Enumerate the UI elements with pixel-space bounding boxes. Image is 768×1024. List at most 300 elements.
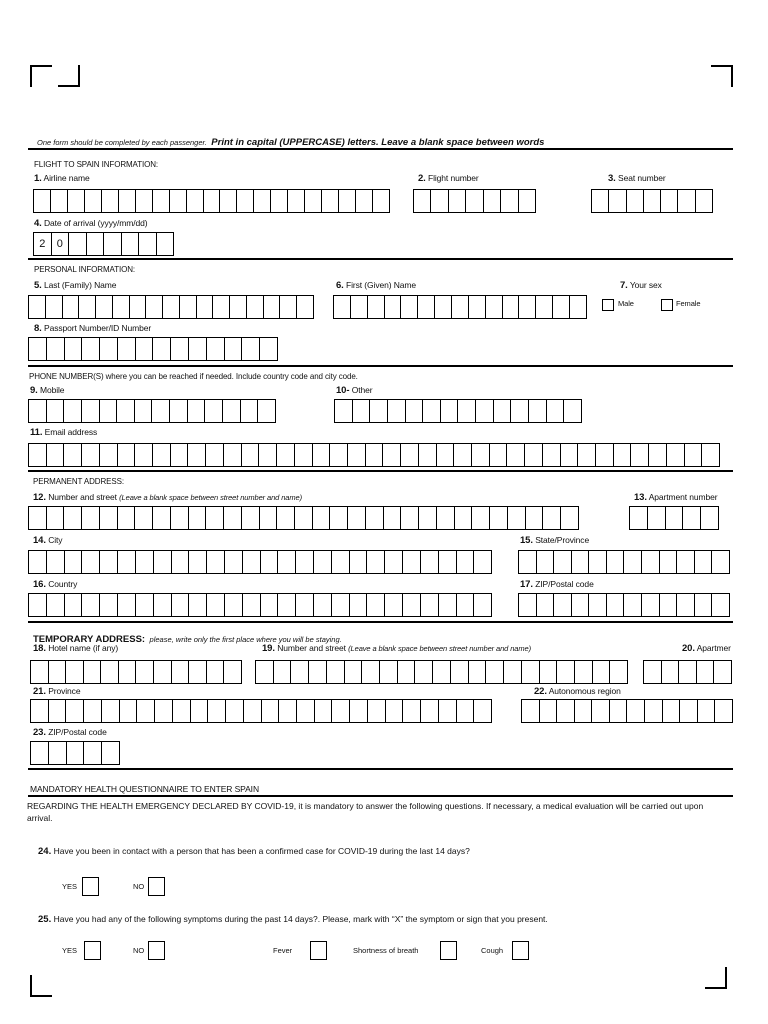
letter-box[interactable] xyxy=(629,506,648,530)
letter-box[interactable] xyxy=(457,399,476,423)
letter-box[interactable] xyxy=(438,550,457,574)
letter-box[interactable] xyxy=(135,593,154,617)
letter-box[interactable] xyxy=(78,295,96,319)
letter-box[interactable] xyxy=(473,593,492,617)
letter-box[interactable] xyxy=(700,506,719,530)
letter-box[interactable] xyxy=(119,699,138,723)
letter-box[interactable] xyxy=(678,660,697,684)
letter-box[interactable] xyxy=(171,660,190,684)
letter-box[interactable] xyxy=(436,443,455,467)
letter-box[interactable] xyxy=(483,189,501,213)
letter-box[interactable] xyxy=(438,699,457,723)
letter-box[interactable] xyxy=(384,593,403,617)
letter-box[interactable] xyxy=(153,593,172,617)
letter-box[interactable] xyxy=(608,189,626,213)
letter-box[interactable] xyxy=(643,660,662,684)
letter-box[interactable] xyxy=(117,550,136,574)
letter-box[interactable] xyxy=(134,443,153,467)
letter-box[interactable] xyxy=(277,593,296,617)
letter-box[interactable] xyxy=(46,593,65,617)
letter-box[interactable] xyxy=(471,443,490,467)
letter-box[interactable] xyxy=(571,593,590,617)
letter-box[interactable] xyxy=(420,593,439,617)
letter-box[interactable] xyxy=(170,443,189,467)
letter-box[interactable] xyxy=(542,443,561,467)
letter-box[interactable] xyxy=(260,593,279,617)
letter-box[interactable] xyxy=(402,550,421,574)
letter-box[interactable] xyxy=(420,699,439,723)
letter-box[interactable] xyxy=(666,443,685,467)
letter-box[interactable] xyxy=(170,337,189,361)
letter-box[interactable] xyxy=(518,189,536,213)
letter-box[interactable] xyxy=(30,741,49,765)
letter-box[interactable] xyxy=(383,506,402,530)
letter-box[interactable] xyxy=(329,443,348,467)
letter-box[interactable] xyxy=(372,189,390,213)
letter-box[interactable] xyxy=(162,295,180,319)
letter-box[interactable] xyxy=(434,295,452,319)
letter-box[interactable] xyxy=(186,189,204,213)
letter-box[interactable] xyxy=(295,593,314,617)
letter-box[interactable] xyxy=(224,593,243,617)
letter-box[interactable] xyxy=(63,399,82,423)
letter-box[interactable] xyxy=(365,443,384,467)
letter-box[interactable] xyxy=(400,506,419,530)
letter-box[interactable] xyxy=(528,399,547,423)
letter-box[interactable] xyxy=(384,295,402,319)
letter-box[interactable] xyxy=(99,337,118,361)
letter-box[interactable] xyxy=(713,660,732,684)
letter-box[interactable] xyxy=(81,593,100,617)
letter-box[interactable] xyxy=(521,699,540,723)
letter-box[interactable] xyxy=(468,295,486,319)
letter-box[interactable] xyxy=(135,337,154,361)
letter-box[interactable] xyxy=(101,189,119,213)
letter-box[interactable] xyxy=(695,189,713,213)
letter-box[interactable] xyxy=(129,295,147,319)
letter-box[interactable] xyxy=(81,550,100,574)
letter-box[interactable] xyxy=(188,550,207,574)
letter-box[interactable] xyxy=(471,506,490,530)
letter-box[interactable] xyxy=(62,295,80,319)
letter-box[interactable] xyxy=(331,699,350,723)
letter-box[interactable] xyxy=(648,443,667,467)
letter-box[interactable] xyxy=(99,593,118,617)
hotel-name-input[interactable] xyxy=(30,660,242,684)
letter-box[interactable] xyxy=(397,660,416,684)
letter-box[interactable] xyxy=(454,506,473,530)
letter-box[interactable] xyxy=(560,443,579,467)
letter-box[interactable] xyxy=(263,295,281,319)
letter-box[interactable] xyxy=(347,443,366,467)
letter-box[interactable] xyxy=(694,550,713,574)
letter-box[interactable] xyxy=(28,399,47,423)
letter-box[interactable] xyxy=(117,443,136,467)
letter-box[interactable] xyxy=(556,660,575,684)
letter-box[interactable] xyxy=(270,189,288,213)
letter-box[interactable] xyxy=(660,189,678,213)
letter-box[interactable] xyxy=(253,189,271,213)
letter-box[interactable] xyxy=(30,699,49,723)
letter-box[interactable] xyxy=(438,593,457,617)
letter-box[interactable] xyxy=(224,337,243,361)
letter-box[interactable] xyxy=(475,399,494,423)
q24-yes-checkbox[interactable] xyxy=(82,877,99,896)
letter-box[interactable] xyxy=(313,593,332,617)
letter-box[interactable] xyxy=(273,660,292,684)
letter-box[interactable] xyxy=(151,399,170,423)
letter-box[interactable] xyxy=(241,443,260,467)
letter-box[interactable] xyxy=(485,295,503,319)
letter-box[interactable] xyxy=(236,189,254,213)
letter-box[interactable] xyxy=(365,506,384,530)
letter-box[interactable] xyxy=(241,337,260,361)
letter-box[interactable] xyxy=(493,399,512,423)
letter-box[interactable] xyxy=(46,337,65,361)
arrival-date-input[interactable] xyxy=(33,232,174,256)
letter-box[interactable] xyxy=(188,506,207,530)
letter-box[interactable] xyxy=(138,232,157,256)
letter-box[interactable] xyxy=(28,550,47,574)
letter-box[interactable] xyxy=(116,399,135,423)
letter-box[interactable] xyxy=(606,593,625,617)
letter-box[interactable] xyxy=(68,232,87,256)
letter-box[interactable] xyxy=(294,506,313,530)
letter-box[interactable] xyxy=(117,506,136,530)
email-input[interactable] xyxy=(28,443,720,467)
letter-box[interactable] xyxy=(136,699,155,723)
letter-box[interactable] xyxy=(64,550,83,574)
letter-box[interactable] xyxy=(630,443,649,467)
letter-box[interactable] xyxy=(418,443,437,467)
letter-box[interactable] xyxy=(588,550,607,574)
letter-box[interactable] xyxy=(329,506,348,530)
letter-box[interactable] xyxy=(347,506,366,530)
letter-box[interactable] xyxy=(95,295,113,319)
letter-box[interactable] xyxy=(367,699,386,723)
letter-box[interactable] xyxy=(246,295,264,319)
letter-box[interactable] xyxy=(361,660,380,684)
letter-box[interactable] xyxy=(63,506,82,530)
letter-box[interactable] xyxy=(170,506,189,530)
letter-box[interactable] xyxy=(30,660,49,684)
letter-box[interactable] xyxy=(623,550,642,574)
letter-box[interactable] xyxy=(83,660,102,684)
letter-box[interactable] xyxy=(366,593,385,617)
letter-box[interactable] xyxy=(240,399,259,423)
letter-box[interactable] xyxy=(296,699,315,723)
letter-box[interactable] xyxy=(28,506,47,530)
letter-box[interactable] xyxy=(152,506,171,530)
letter-box[interactable] xyxy=(117,593,136,617)
letter-box[interactable] xyxy=(465,189,483,213)
letter-box[interactable] xyxy=(153,660,172,684)
letter-box[interactable] xyxy=(28,295,46,319)
letter-box[interactable] xyxy=(46,550,65,574)
q25-yes-checkbox[interactable] xyxy=(84,941,101,960)
letter-box[interactable] xyxy=(349,699,368,723)
letter-box[interactable] xyxy=(402,593,421,617)
letter-box[interactable] xyxy=(243,699,262,723)
letter-box[interactable] xyxy=(524,443,543,467)
letter-box[interactable] xyxy=(518,550,537,574)
letter-box[interactable] xyxy=(152,337,171,361)
letter-box[interactable] xyxy=(172,699,191,723)
other-phone-input[interactable] xyxy=(334,399,582,423)
letter-box[interactable] xyxy=(223,660,242,684)
letter-box[interactable] xyxy=(418,506,437,530)
letter-box[interactable] xyxy=(366,550,385,574)
letter-box[interactable] xyxy=(48,741,67,765)
letter-box[interactable] xyxy=(101,741,120,765)
letter-box[interactable] xyxy=(276,506,295,530)
letter-box[interactable] xyxy=(48,660,67,684)
last-name-input[interactable] xyxy=(28,295,314,319)
letter-box[interactable] xyxy=(67,189,85,213)
letter-box[interactable] xyxy=(502,295,520,319)
letter-box[interactable] xyxy=(101,699,120,723)
letter-box[interactable] xyxy=(64,337,83,361)
letter-box[interactable] xyxy=(349,550,368,574)
letter-box[interactable] xyxy=(384,550,403,574)
temporary-street-input[interactable] xyxy=(255,660,628,684)
letter-box[interactable] xyxy=(206,660,225,684)
sex-male-checkbox[interactable] xyxy=(602,299,614,311)
letter-box[interactable] xyxy=(196,295,214,319)
letter-box[interactable] xyxy=(65,699,84,723)
letter-box[interactable] xyxy=(121,232,140,256)
autonomous-region-input[interactable] xyxy=(521,699,733,723)
letter-box[interactable] xyxy=(430,189,448,213)
letter-box[interactable] xyxy=(641,593,660,617)
letter-box[interactable] xyxy=(694,593,713,617)
letter-box[interactable] xyxy=(536,550,555,574)
letter-box[interactable] xyxy=(563,399,582,423)
letter-box[interactable] xyxy=(525,506,544,530)
letter-box[interactable] xyxy=(510,399,529,423)
temporary-zip-input[interactable] xyxy=(30,741,120,765)
letter-box[interactable] xyxy=(456,593,475,617)
letter-box[interactable] xyxy=(344,660,363,684)
letter-box[interactable] xyxy=(613,443,632,467)
letter-box[interactable] xyxy=(153,550,172,574)
letter-box[interactable] xyxy=(33,189,51,213)
letter-box[interactable] xyxy=(188,593,207,617)
letter-box[interactable] xyxy=(187,399,206,423)
letter-box[interactable] xyxy=(451,295,469,319)
letter-box[interactable] xyxy=(63,443,82,467)
letter-box[interactable] xyxy=(205,443,224,467)
letter-box[interactable] xyxy=(518,593,537,617)
letter-box[interactable] xyxy=(574,699,593,723)
letter-box[interactable] xyxy=(456,550,475,574)
letter-box[interactable] xyxy=(506,443,525,467)
state-input[interactable] xyxy=(518,550,730,574)
seat-number-input[interactable] xyxy=(591,189,713,213)
letter-box[interactable] xyxy=(331,593,350,617)
letter-box[interactable] xyxy=(65,660,84,684)
letter-box[interactable] xyxy=(308,660,327,684)
letter-box[interactable] xyxy=(574,660,593,684)
letter-box[interactable] xyxy=(626,699,645,723)
letter-box[interactable] xyxy=(134,506,153,530)
letter-box[interactable] xyxy=(179,295,197,319)
letter-box[interactable] xyxy=(338,189,356,213)
fever-checkbox[interactable] xyxy=(310,941,327,960)
letter-box[interactable] xyxy=(333,295,351,319)
letter-box[interactable] xyxy=(382,443,401,467)
letter-box[interactable] xyxy=(99,399,118,423)
letter-box[interactable] xyxy=(203,189,221,213)
letter-box[interactable] xyxy=(676,593,695,617)
letter-box[interactable] xyxy=(99,443,118,467)
passport-number-input[interactable] xyxy=(28,337,278,361)
city-input[interactable] xyxy=(28,550,492,574)
letter-box[interactable] xyxy=(647,506,666,530)
letter-box[interactable] xyxy=(314,699,333,723)
letter-box[interactable] xyxy=(117,337,136,361)
letter-box[interactable] xyxy=(413,189,431,213)
permanent-apartment-input[interactable] xyxy=(629,506,719,530)
letter-box[interactable] xyxy=(145,295,163,319)
letter-box[interactable] xyxy=(400,295,418,319)
mobile-input[interactable] xyxy=(28,399,276,423)
letter-box[interactable] xyxy=(156,232,175,256)
letter-box[interactable] xyxy=(278,699,297,723)
letter-box[interactable] xyxy=(352,399,371,423)
letter-box[interactable] xyxy=(223,506,242,530)
letter-box[interactable] xyxy=(118,660,137,684)
letter-box[interactable] xyxy=(169,189,187,213)
shortness-of-breath-checkbox[interactable] xyxy=(440,941,457,960)
letter-box[interactable] xyxy=(313,550,332,574)
letter-box[interactable] xyxy=(539,660,558,684)
letter-box[interactable] xyxy=(560,506,579,530)
letter-box[interactable] xyxy=(489,443,508,467)
letter-box[interactable] xyxy=(711,550,730,574)
letter-box[interactable] xyxy=(405,399,424,423)
letter-box[interactable] xyxy=(212,295,230,319)
letter-box[interactable] xyxy=(81,443,100,467)
letter-box[interactable] xyxy=(379,660,398,684)
letter-box[interactable] xyxy=(81,399,100,423)
letter-box[interactable] xyxy=(261,699,280,723)
letter-box[interactable] xyxy=(46,399,65,423)
letter-box[interactable] xyxy=(500,189,518,213)
letter-box[interactable] xyxy=(355,189,373,213)
letter-box[interactable] xyxy=(606,550,625,574)
letter-box[interactable] xyxy=(219,189,237,213)
letter-box[interactable] xyxy=(84,189,102,213)
letter-box[interactable] xyxy=(553,593,572,617)
letter-box[interactable]: 2 xyxy=(33,232,52,256)
letter-box[interactable] xyxy=(204,399,223,423)
letter-box[interactable] xyxy=(257,399,276,423)
letter-box[interactable] xyxy=(552,295,570,319)
letter-box[interactable] xyxy=(66,741,85,765)
letter-box[interactable] xyxy=(334,399,353,423)
letter-box[interactable] xyxy=(312,443,331,467)
letter-box[interactable] xyxy=(188,337,207,361)
letter-box[interactable] xyxy=(665,506,684,530)
letter-box[interactable] xyxy=(456,699,475,723)
letter-box[interactable] xyxy=(259,506,278,530)
letter-box[interactable] xyxy=(595,443,614,467)
letter-box[interactable] xyxy=(697,699,716,723)
sex-female-checkbox[interactable] xyxy=(661,299,673,311)
letter-box[interactable] xyxy=(223,443,242,467)
letter-box[interactable] xyxy=(134,399,153,423)
q24-no-checkbox[interactable] xyxy=(148,877,165,896)
letter-box[interactable] xyxy=(591,699,610,723)
letter-box[interactable] xyxy=(556,699,575,723)
letter-box[interactable] xyxy=(326,660,345,684)
letter-box[interactable] xyxy=(535,295,553,319)
letter-box[interactable] xyxy=(83,741,102,765)
letter-box[interactable] xyxy=(312,506,331,530)
letter-box[interactable] xyxy=(255,660,274,684)
letter-box[interactable] xyxy=(207,699,226,723)
letter-box[interactable] xyxy=(711,593,730,617)
letter-box[interactable] xyxy=(222,399,241,423)
letter-box[interactable] xyxy=(260,550,279,574)
letter-box[interactable] xyxy=(676,550,695,574)
letter-box[interactable] xyxy=(152,189,170,213)
letter-box[interactable] xyxy=(225,699,244,723)
letter-box[interactable] xyxy=(154,699,173,723)
letter-box[interactable] xyxy=(276,443,295,467)
letter-box[interactable] xyxy=(468,660,487,684)
letter-box[interactable] xyxy=(546,399,565,423)
letter-box[interactable] xyxy=(542,506,561,530)
letter-box[interactable] xyxy=(518,295,536,319)
letter-box[interactable] xyxy=(677,189,695,213)
letter-box[interactable] xyxy=(473,699,492,723)
letter-box[interactable]: 0 xyxy=(51,232,70,256)
letter-box[interactable] xyxy=(206,550,225,574)
airline-name-input[interactable] xyxy=(33,189,390,213)
letter-box[interactable] xyxy=(592,660,611,684)
letter-box[interactable] xyxy=(46,506,65,530)
province-input[interactable] xyxy=(30,699,492,723)
letter-box[interactable] xyxy=(507,506,526,530)
letter-box[interactable] xyxy=(414,660,433,684)
letter-box[interactable] xyxy=(169,399,188,423)
letter-box[interactable] xyxy=(171,550,190,574)
letter-box[interactable] xyxy=(28,337,47,361)
letter-box[interactable] xyxy=(171,593,190,617)
letter-box[interactable] xyxy=(662,699,681,723)
letter-box[interactable] xyxy=(277,550,296,574)
letter-box[interactable] xyxy=(473,550,492,574)
letter-box[interactable] xyxy=(135,550,154,574)
letter-box[interactable] xyxy=(400,443,419,467)
letter-box[interactable] xyxy=(287,189,305,213)
letter-box[interactable] xyxy=(539,699,558,723)
letter-box[interactable] xyxy=(190,699,209,723)
letter-box[interactable] xyxy=(229,295,247,319)
letter-box[interactable] xyxy=(259,337,278,361)
first-name-input[interactable] xyxy=(333,295,587,319)
letter-box[interactable] xyxy=(684,443,703,467)
letter-box[interactable] xyxy=(187,443,206,467)
letter-box[interactable] xyxy=(641,550,660,574)
letter-box[interactable] xyxy=(206,593,225,617)
letter-box[interactable] xyxy=(50,189,68,213)
letter-box[interactable] xyxy=(81,337,100,361)
letter-box[interactable] xyxy=(224,550,243,574)
letter-box[interactable] xyxy=(402,699,421,723)
